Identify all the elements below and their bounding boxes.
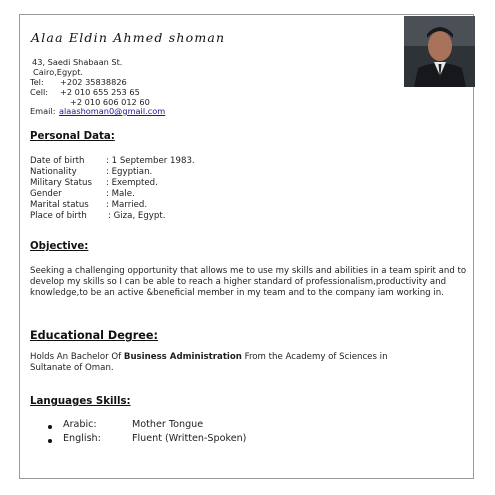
email-label: Email: (30, 106, 56, 116)
tel-label: Tel: (30, 77, 44, 87)
personal-label: Marital status (30, 200, 89, 210)
profile-photo (404, 16, 475, 87)
objective-text: Seeking a challenging opportunity that allows me to use my skills and abilities in a team spirit and to develop my skills so I can be able to reach a higher standard of professionalism,productivity and knowledge,to be an active &beneficial member in my team and to the company iam working in. (30, 266, 467, 299)
personal-label: Gender (30, 189, 62, 199)
education-suffix: From the Academy of Sciences in (241, 352, 388, 362)
education-line-2: Sultanate of Oman. (30, 363, 114, 373)
applicant-name: Alaa Eldin Ahmed shoman (31, 30, 226, 45)
resume-page (19, 14, 474, 479)
cell-label: Cell: (30, 87, 49, 97)
cell-value-1: +2 010 655 253 65 (60, 87, 140, 97)
bullet-dot-icon (48, 425, 52, 429)
personal-value: : Married. (106, 200, 148, 210)
cell-value-2: +2 010 606 012 60 (70, 97, 150, 107)
education-prefix: Holds An Bachelor Of (30, 352, 124, 362)
language-level: Mother Tongue (132, 419, 204, 430)
address-line-1: 43, Saedi Shabaan St. (32, 57, 123, 67)
education-line-1 (30, 352, 388, 363)
tel-value: +202 35838826 (60, 77, 127, 87)
language-name: Arabic: (63, 419, 97, 430)
language-name: English: (63, 433, 101, 444)
personal-label: Date of birth (30, 156, 85, 166)
personal-value: : Egyptian. (106, 167, 153, 177)
personal-label: Military Status (30, 178, 92, 188)
language-level: Fluent (Written-Spoken) (132, 433, 247, 444)
personal-value: : Male. (106, 189, 135, 199)
email-link[interactable]: alaashoman0@gmail.com (59, 106, 166, 116)
education-degree-field: Business Administration (123, 352, 242, 362)
personal-data-heading: Personal Data: (30, 131, 115, 142)
personal-value: : Exempted. (106, 178, 158, 188)
education-heading: Educational Degree: (30, 329, 158, 342)
address-line-2: Cairo,Egypt. (33, 67, 84, 77)
personal-value: : Giza, Egypt. (108, 211, 166, 221)
bullet-dot-icon (48, 439, 52, 443)
objective-heading: Objective: (30, 241, 89, 252)
personal-value: : 1 September 1983. (106, 156, 195, 166)
languages-heading: Languages Skills: (30, 396, 131, 407)
personal-label: Nationality (30, 167, 77, 177)
personal-label: Place of birth (30, 211, 87, 221)
